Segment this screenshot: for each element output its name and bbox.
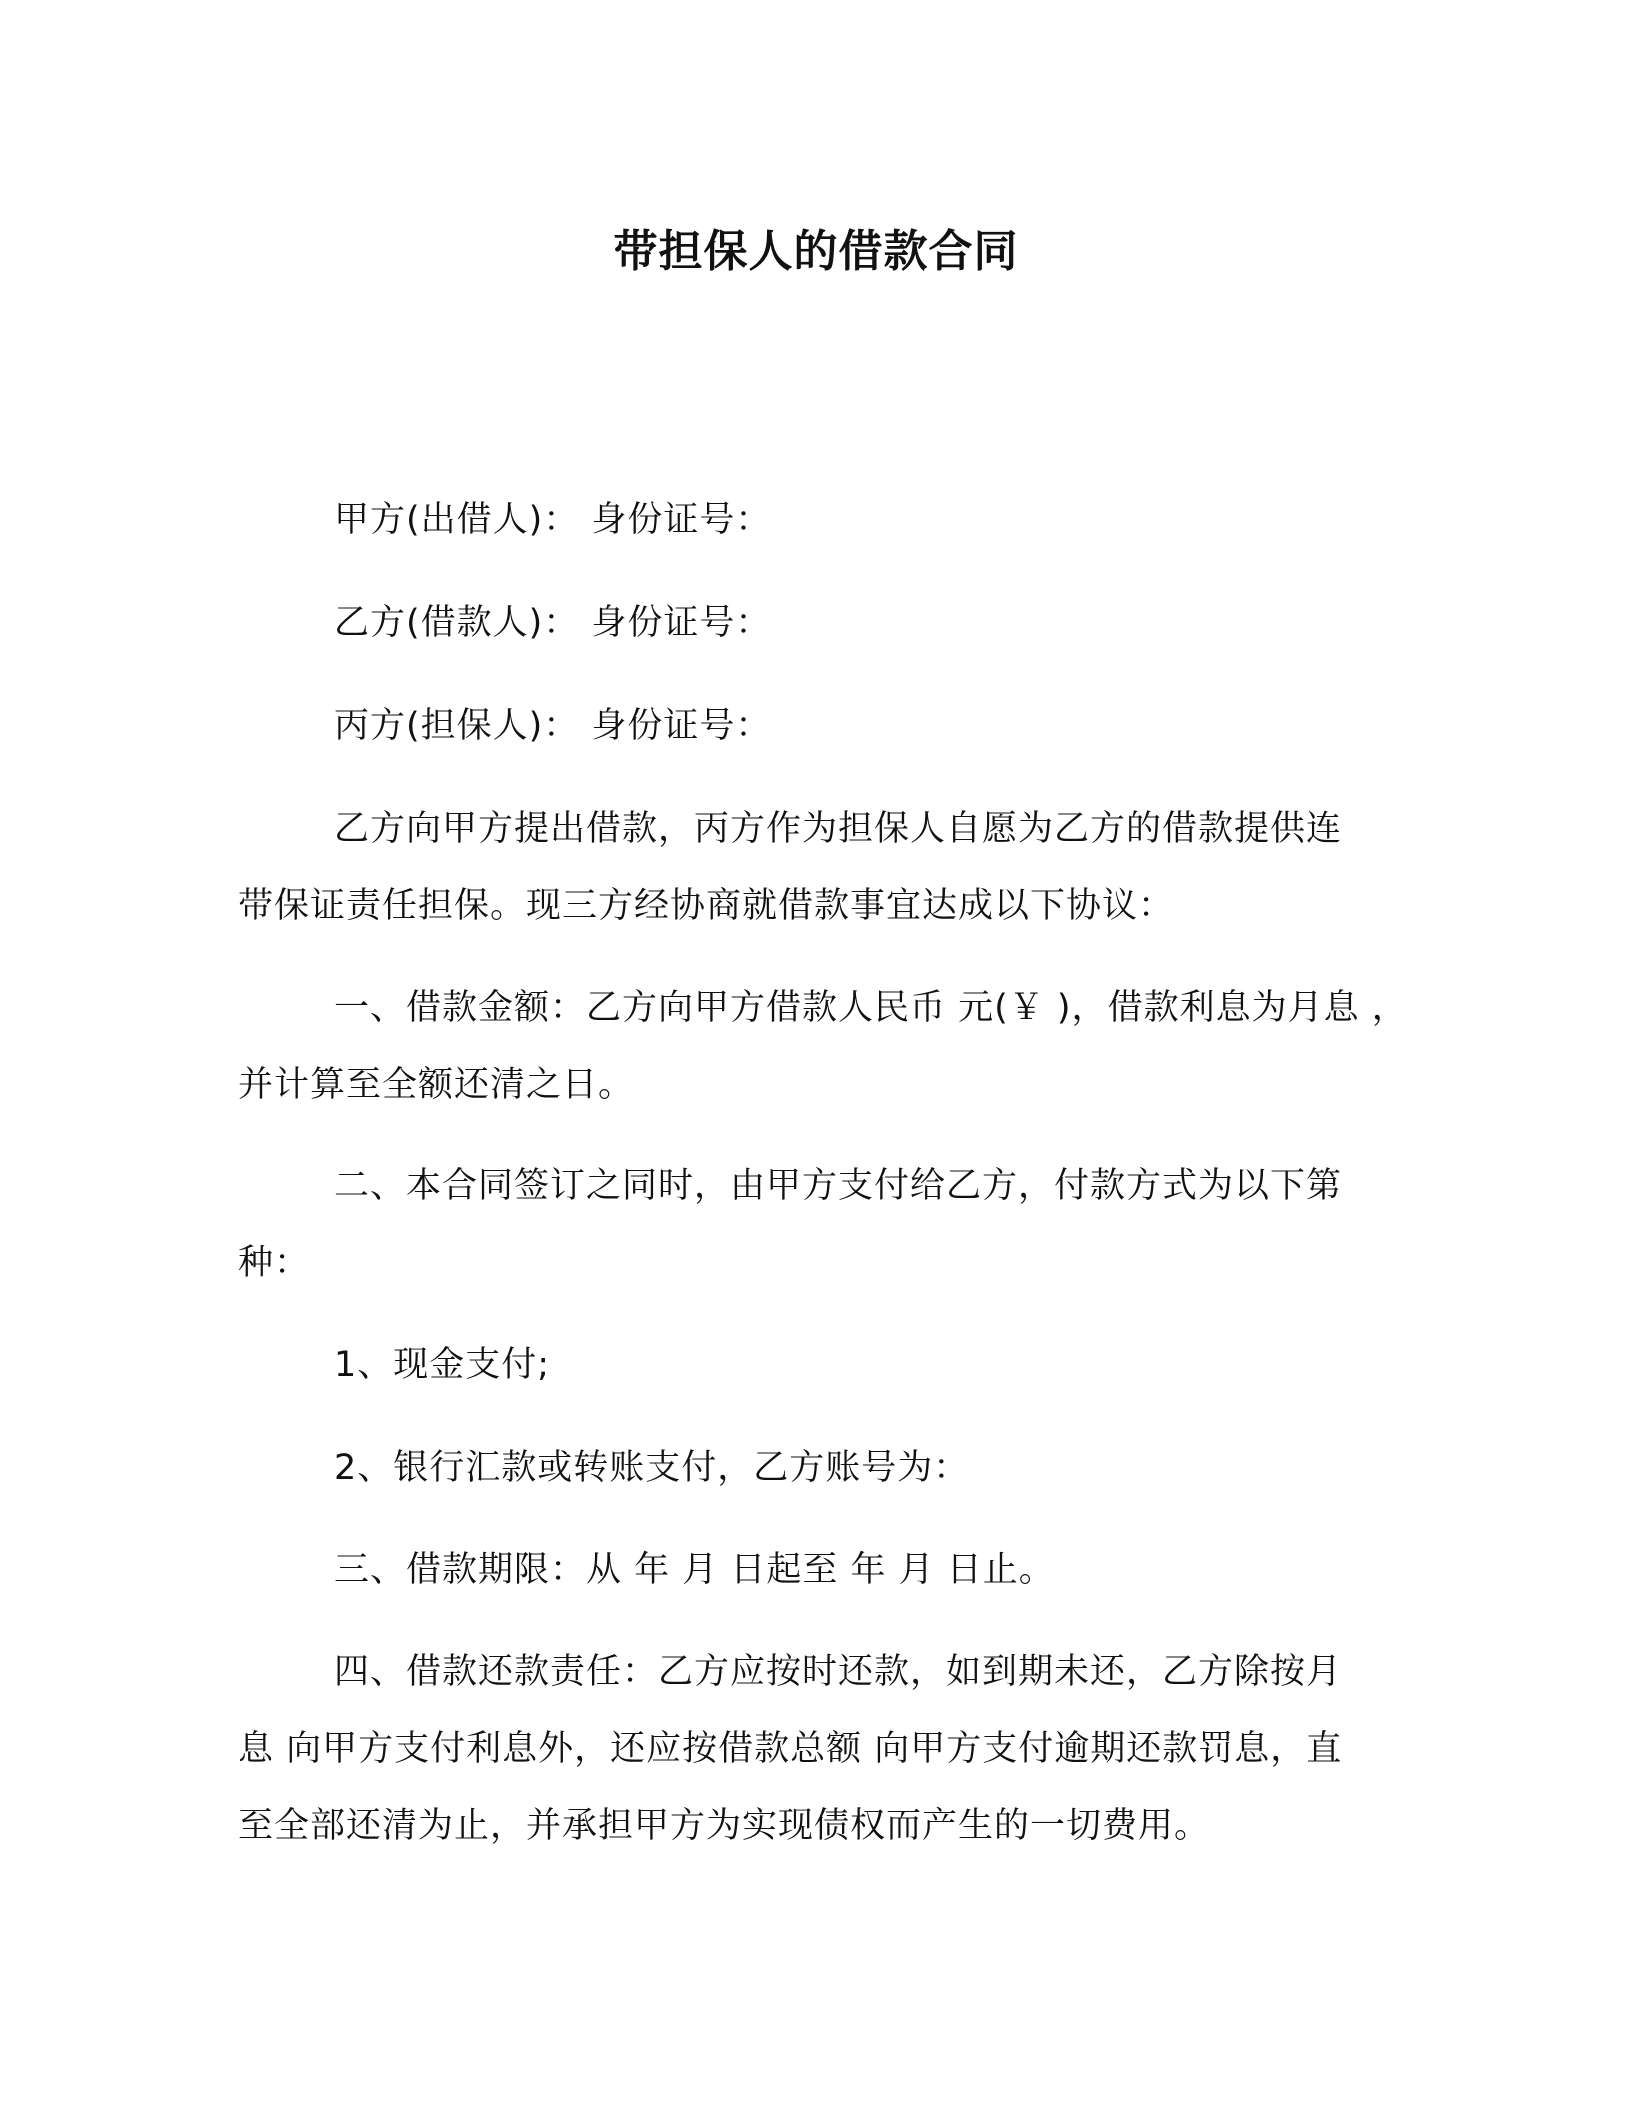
payment-option-transfer: 2、银行汇款或转账支付，乙方账号为： [334,1448,970,1488]
intro-line-2: 带保证责任担保。现三方经协商就借款事宜达成以下协议： [238,886,1175,926]
clause-3-line: 三、借款期限：从 年 月 日起至 年 月 日止。 [334,1550,1055,1590]
party-b-line: 乙方(借款人)： 身份证号： [334,603,772,643]
clause-2-line-2: 种： [238,1243,311,1283]
intro-line-1: 乙方向甲方提出借款，丙方作为担保人自愿为乙方的借款提供连 [334,809,1343,849]
clause-1-line-1: 一、借款金额：乙方向甲方借款人民币 元(￥ )，借款利息为月息 ， [334,988,1408,1028]
clause-2-line-1: 二、本合同签订之同时，由甲方支付给乙方，付款方式为以下第 [334,1166,1343,1206]
clause-4-line-1: 四、借款还款责任：乙方应按时还款，如到期未还，乙方除按月 [334,1652,1343,1692]
document-title: 带担保人的借款合同 [613,226,1019,277]
clause-4-line-2: 息 向甲方支付利息外，还应按借款总额 向甲方支付逾期还款罚息，直 [238,1729,1343,1769]
party-c-line: 丙方(担保人)： 身份证号： [334,706,772,746]
clause-1-line-2: 并计算至全额还清之日。 [238,1065,635,1105]
party-a-line: 甲方(出借人)： 身份证号： [334,500,772,540]
clause-4-line-3: 至全部还清为止，并承担甲方为实现债权而产生的一切费用。 [238,1806,1211,1846]
payment-option-cash: 1、现金支付; [334,1345,551,1385]
